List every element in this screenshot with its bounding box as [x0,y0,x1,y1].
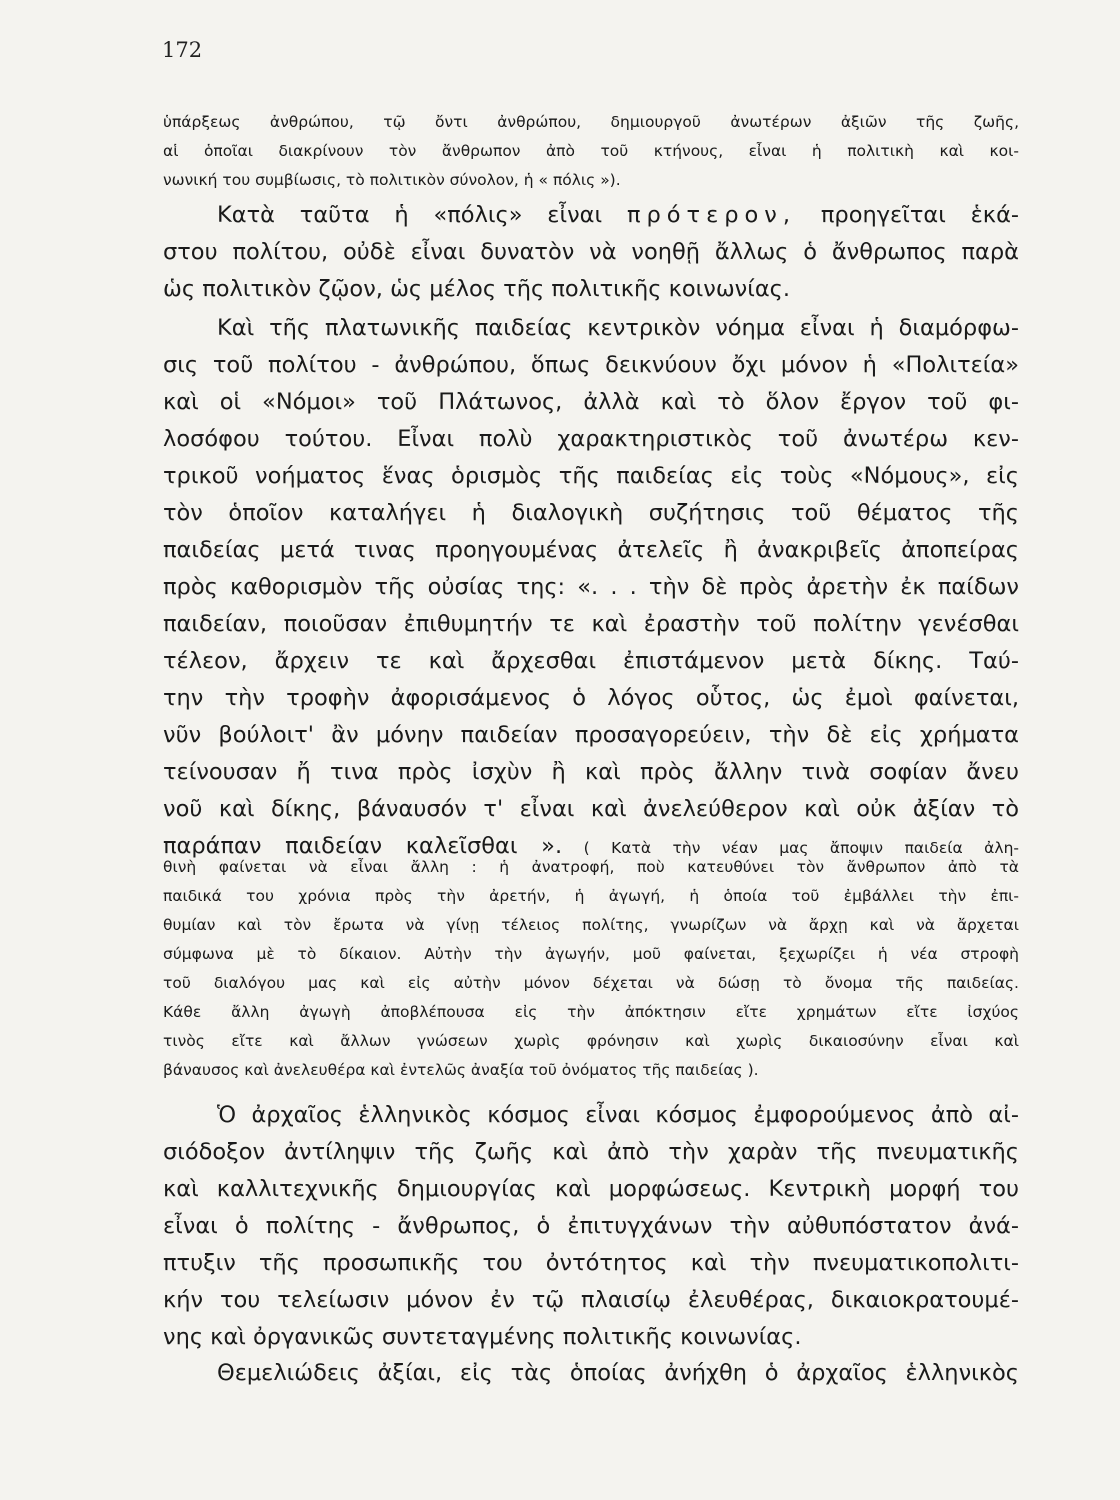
text-line: την τὴν τροφὴν ἀφορισάμενος ὁ λόγος οὗτος, ὡς ἐμοὶ φαίνεται, [163,685,1019,711]
text-line: καὶ καλλιτεχνικῆς δημιουργίας καὶ μορφώσεως. Κεντρικὴ μορφή του [163,1176,1019,1202]
text-line: σιόδοξον ἀντίληψιν τῆς ζωῆς καὶ ἀπὸ τὴν χαρὰν τῆς πνευματικῆς [163,1139,1019,1165]
text-line: στου πολίτου, οὐδὲ εἶναι δυνατὸν νὰ νοηθῇ ἄλλως ὁ ἄνθρωπος παρὰ [163,239,1019,265]
text-line: Ὁ ἀρχαῖος ἑλληνικὸς κόσμος εἶναι κόσμος ἐμφορούμενος ἀπὸ αἰ- [217,1102,1019,1128]
text-line: σις τοῦ πολίτου - ἀνθρώπου, ὅπως δεικνύουν ὄχι μόνον ἡ «Πολιτεία» [163,352,1019,378]
text-line [163,197,1019,234]
text-line: Καὶ τῆς πλατωνικῆς παιδείας κεντρικὸν νόημα εἶναι ἡ διαμόρφω- [217,315,1019,341]
text-line: τὸν ὁποῖον καταλήγει ἡ διαλογικὴ συζήτησις τοῦ θέματος τῆς [163,500,1019,526]
text-line: πρὸς καθορισμὸν τῆς οὐσίας της: «. . . τὴν δὲ πρὸς ἀρετὴν ἐκ παίδων [163,574,1019,600]
text-line: καὶ οἱ «Νόμοι» τοῦ Πλάτωνος, ἀλλὰ καὶ τὸ ὅλον ἔργον τοῦ φι- [163,389,1019,415]
text-line: τείνουσαν ἤ τινα πρὸς ἰσχὺν ἢ καὶ πρὸς ἄλλην τινὰ σοφίαν ἄνευ [163,759,1019,785]
text-line: ὡς πολιτικὸν ζῷον, ὡς μέλος τῆς πολιτικῆς κοινωνίας. [163,276,791,302]
text-line: τρικοῦ νοήματος ἕνας ὁρισμὸς τῆς παιδείας εἰς τοὺς «Νόμους», εἰς [163,463,1019,489]
paragraph-polis [163,197,1019,308]
text-fragment: προηγεῖται ἑκά- [820,202,1020,228]
text-line: νῦν βούλοιτ' ἂν μόνην παιδείαν προσαγορεύειν, τὴν δὲ εἰς χρήματα [163,722,1019,748]
text-line: παιδείας μετά τινας προηγουμένας ἀτελεῖς ἢ ἀνακριβεῖς ἀποπείρας [163,537,1019,563]
text-line: εἶναι ὁ πολίτης - ἄνθρωπος, ὁ ἐπιτυγχάνων τὴν αὐθυπόστατον ἀνά- [163,1213,1019,1239]
text-line: τοῦ διαλόγου μας καὶ εἰς αὐτὴν μόνον δέχεται νὰ δώσῃ τὸ ὄνομα τῆς παιδείας. [163,974,1019,992]
text-line: βάναυσος καὶ ἀνελευθέρα καὶ ἐντελῶς ἀναξία τοῦ ὀνόματος τῆς παιδείας ). [163,1061,759,1079]
text-line: θυμίαν καὶ τὸν ἔρωτα νὰ γίνῃ τέλειος πολίτης, γνωρίζων νὰ ἄρχῃ καὶ νὰ ἄρχεται [163,916,1019,934]
text-line: παιδικά του χρόνια πρὸς τὴν ἀρετήν, ἡ ἀγωγή, ἡ ὁποία τοῦ ἐμβάλλει τὴν ἐπι- [163,887,1019,905]
text-line: νωνική του συμβίωσις, τὸ πολιτικὸν σύνολον, ἡ « πόλις »). [163,171,621,189]
text-line: αἱ ὁποῖαι διακρίνουν τὸν ἄνθρωπον ἀπὸ τοῦ κτήνους, εἶναι ἡ πολιτικὴ καὶ κοι- [163,142,1019,160]
paragraph-values [163,1355,1019,1392]
text-line: λοσόφου τούτου. Εἶναι πολὺ χαρακτηριστικὸς τοῦ ἀνωτέρω κεν- [163,426,1019,452]
text-line: Κάθε ἄλλη ἀγωγὴ ἀποβλέπουσα εἰς τὴν ἀπόκτησιν εἴτε χρημάτων εἴτε ἰσχύος [163,1003,1019,1021]
text-line: ὑπάρξεως ἀνθρώπου, τῷ ὄντι ἀνθρώπου, δημιουργοῦ ἀνωτέρων ἀξιῶν τῆς ζωῆς, [163,113,1019,131]
text-line: κήν του τελείωσιν μόνον ἐν τῷ πλαισίῳ ἐλευθέρας, δικαιοκρατουμέ- [163,1287,1019,1313]
text-line: Θεμελιώδεις ἀξίαι, εἰς τὰς ὁποίας ἀνήχθη ὁ ἀρχαῖος ἑλληνικὸς [217,1360,1019,1386]
text-line: νης καὶ ὀργανικῶς συντεταγμένης πολιτικῆς κοινωνίας. [163,1324,802,1350]
text-line: τέλεον, ἄρχειν τε καὶ ἄρχεσθαι ἐπιστάμενον μετὰ δίκης. Ταύ- [163,648,1019,674]
page-number: 172 [162,38,203,62]
text-line: παιδείαν, ποιοῦσαν ἐπιθυμητήν τε καὶ ἐραστὴν τοῦ πολίτην γενέσθαι [163,611,1019,637]
text-line: τινὸς εἴτε καὶ ἄλλων γνώσεων χωρὶς φρόνησιν καὶ χωρὶς δικαιοσύνην εἶναι καὶ [163,1032,1019,1050]
text-fragment: Κατὰ ταῦτα ἡ «πόλις» εἶναι [217,202,603,228]
paragraph-intro [163,108,1019,195]
text-line: νοῦ καὶ δίκης, βάναυσόν τ' εἶναι καὶ ἀνελεύθερον καὶ οὐκ ἀξίαν τὸ [163,796,1019,822]
text-line: σύμφωνα μὲ τὸ δίκαιον. Αὐτὴν τὴν ἀγωγήν, μοῦ φαίνεται, ξεχωρίζει ἡ νέα στροφὴ [163,945,1019,963]
text-fragment: παράπαν παιδείαν καλεῖσθαι ». [163,833,563,859]
text-line: πτυξιν τῆς προσωπικῆς του ὀντότητος καὶ τὴν πνευματικοπολιτι- [163,1250,1019,1276]
text-fragment: ( Κατὰ τὴν νέαν μας ἄποψιν παιδεία ἀλη- [562,839,1019,857]
emphasis-spaced: πρότερον, [626,202,797,228]
paragraph-greek-world [163,1097,1019,1356]
paragraph-commentary [163,853,1019,1085]
text-line: θινὴ φαίνεται νὰ εἶναι ἄλλη : ἡ ἀνατροφή, ποὺ κατευθύνει τὸν ἄνθρωπον ἀπὸ τὰ [163,858,1019,876]
paragraph-plato [163,310,1019,867]
